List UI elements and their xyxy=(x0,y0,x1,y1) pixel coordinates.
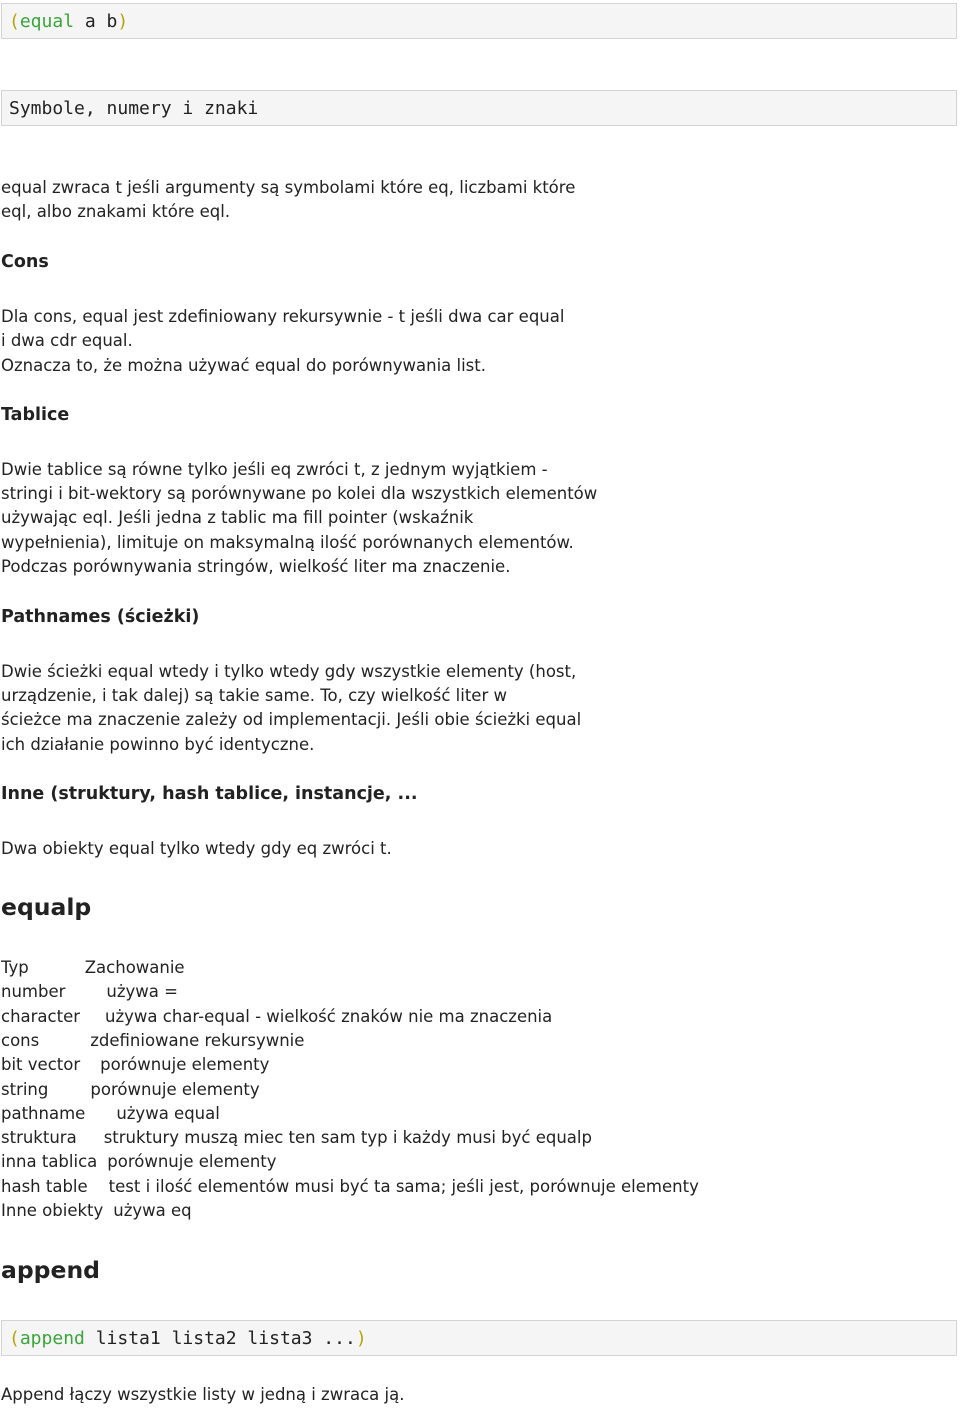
code-paren-open: ( xyxy=(9,1328,20,1349)
pathnames-line: Dwie ścieżki equal wtedy i tylko wtedy gdy wszystkie elementy (host, xyxy=(1,662,577,681)
tablice-line: wypełnienia), limituje on maksymalną ilość porównanych elementów. xyxy=(1,533,574,552)
append-description: Append łączy wszystkie listy w jedną i zwraca ją. xyxy=(1,1385,405,1404)
heading-cons: Cons xyxy=(1,252,49,272)
table-row xyxy=(1,1175,699,1199)
table-cell-opis: porównuje elementy xyxy=(107,1152,277,1172)
code-args: lista1 lista2 lista3 ... xyxy=(84,1328,356,1349)
table-cell-typ: number xyxy=(1,982,66,1002)
code-block-equal xyxy=(1,3,957,39)
inne-line: Dwa obiekty equal tylko wtedy gdy eq zwróci t. xyxy=(1,839,392,858)
table-cell-typ: inna tablica xyxy=(1,1152,98,1172)
table-cell-typ: struktura xyxy=(1,1128,77,1148)
pathnames-line: urządzenie, i tak dalej) są takie same. To, czy wielkość liter w xyxy=(1,686,507,705)
code-function-name: equal xyxy=(19,11,75,32)
code-text: Symbole, numery i znaki xyxy=(9,98,259,119)
code-args: a b xyxy=(74,11,118,32)
table-cell-opis: test i ilość elementów musi być ta sama; jeśli jest, porównuje elementy xyxy=(108,1176,699,1196)
table-row xyxy=(1,956,185,980)
table-cell-typ: hash table xyxy=(1,1176,88,1196)
table-cell-typ: bit vector xyxy=(1,1055,81,1075)
heading-tablice: Tablice xyxy=(1,405,70,425)
cons-line: i dwa cdr equal. xyxy=(1,331,133,350)
table-cell-opis: używa equal xyxy=(116,1103,220,1123)
table-cell-typ: pathname xyxy=(1,1103,86,1123)
table-row xyxy=(1,980,178,1004)
table-cell-typ: cons xyxy=(1,1030,40,1050)
intro-line: eql, albo znakami które eql. xyxy=(1,202,231,221)
table-cell-typ: character xyxy=(1,1006,81,1026)
tablice-line: Podczas porównywania stringów, wielkość liter ma znaczenie. xyxy=(1,557,511,576)
heading-equalp: equalp xyxy=(1,893,92,921)
tablice-line: Dwie tablice są równe tylko jeśli eq zwróci t, z jednym wyjątkiem - xyxy=(1,460,548,479)
table-row xyxy=(1,1126,592,1150)
table-row xyxy=(1,1053,269,1077)
table-row xyxy=(1,1102,220,1126)
table-cell-opis: struktury muszą miec ten sam typ i każdy musi być equalp xyxy=(103,1128,592,1148)
table-cell-opis: używa char-equal - wielkość znaków nie ma znaczenia xyxy=(105,1006,553,1026)
table-row xyxy=(1,1199,192,1223)
code-function-name: append xyxy=(19,1328,85,1349)
cons-line: Dla cons, equal jest zdefiniowany rekursywnie - t jeśli dwa car equal xyxy=(1,307,565,326)
code-paren-close: ) xyxy=(117,11,129,32)
pathnames-line: ścieżce ma znaczenie zależy od implementacji. Jeśli obie ścieżki equal xyxy=(1,710,582,729)
pathnames-line: ich działanie powinno być identyczne. xyxy=(1,735,315,754)
table-row xyxy=(1,1078,260,1102)
code-paren-close: ) xyxy=(355,1328,367,1349)
tablice-line: używając eql. Jeśli jedna z tablic ma fill pointer (wskaźnik xyxy=(1,508,474,527)
table-cell-opis: Zachowanie xyxy=(84,958,185,977)
code-paren-open: ( xyxy=(9,11,20,32)
heading-inne: Inne (struktury, hash tablice, instancje, ... xyxy=(1,784,418,804)
table-cell-opis: używa eq xyxy=(113,1201,192,1220)
table-cell-opis: używa = xyxy=(106,982,178,1002)
tablice-line: stringi i bit-wektory są porównywane po kolei dla wszystkich elementów xyxy=(1,484,598,503)
intro-line: equal zwraca t jeśli argumenty są symbolami które eq, liczbami które xyxy=(1,178,576,197)
cons-line: Oznacza to, że można używać equal do porównywania list. xyxy=(1,356,486,375)
table-row xyxy=(1,1029,304,1053)
table-cell-opis: porównuje elementy xyxy=(100,1055,270,1075)
table-cell-typ: Inne obiekty xyxy=(1,1201,104,1220)
table-cell-typ: Typ xyxy=(1,958,29,977)
table-cell-opis: zdefiniowane rekursywnie xyxy=(90,1030,305,1050)
table-row xyxy=(1,1005,552,1029)
table-cell-opis: porównuje elementy xyxy=(90,1079,260,1099)
code-block-append xyxy=(1,1320,957,1356)
heading-pathnames: Pathnames (ścieżki) xyxy=(1,607,200,627)
table-row xyxy=(1,1150,277,1174)
heading-append: append xyxy=(1,1256,100,1284)
table-cell-typ: string xyxy=(1,1079,49,1099)
code-block-symbole xyxy=(1,90,957,126)
